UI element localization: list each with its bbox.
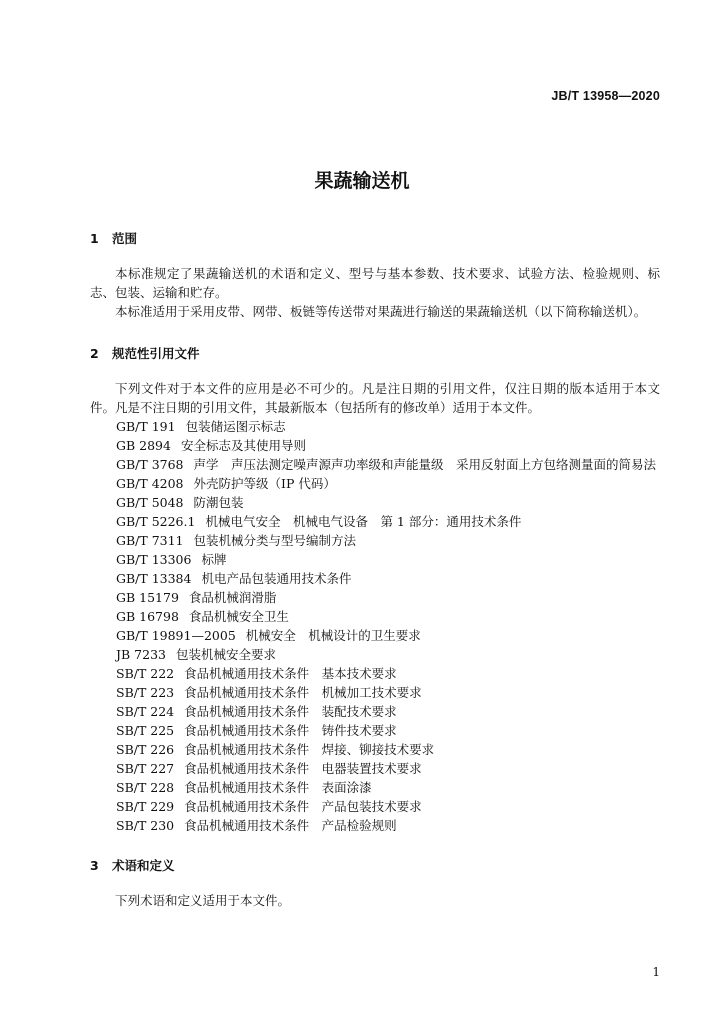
standard-code: JB/T 13958—2020 bbox=[551, 89, 660, 103]
section-number: 1 bbox=[90, 231, 99, 246]
reference-item bbox=[116, 569, 656, 588]
section-number: 2 bbox=[90, 346, 99, 361]
reference-title: 声学 声压法测定噪声源声功率级和声能量级 采用反射面上方包络测量面的简易法 bbox=[193, 457, 657, 472]
reference-item bbox=[116, 550, 656, 569]
reference-code: JB 7233 bbox=[116, 647, 166, 662]
reference-item bbox=[116, 683, 656, 702]
reference-item bbox=[116, 493, 656, 512]
reference-title: 食品机械通用技术条件 产品包装技术要求 bbox=[184, 799, 422, 814]
reference-code: GB/T 3768 bbox=[116, 457, 184, 472]
reference-item bbox=[116, 417, 656, 436]
page-number: 1 bbox=[652, 965, 660, 979]
reference-list bbox=[116, 417, 656, 835]
reference-item bbox=[116, 778, 656, 797]
reference-title: 食品机械通用技术条件 表面涂漆 bbox=[184, 780, 372, 795]
section-heading-terms bbox=[90, 856, 175, 874]
reference-title: 食品机械安全卫生 bbox=[188, 609, 289, 624]
reference-title: 食品机械通用技术条件 装配技术要求 bbox=[184, 704, 397, 719]
section-number: 3 bbox=[90, 858, 99, 873]
terms-intro: 下列术语和定义适用于本文件。 bbox=[115, 893, 291, 908]
scope-paragraph-2: 本标准适用于采用皮带、网带、板链等传送带对果蔬进行输送的果蔬输送机（以下简称输送机）。 bbox=[115, 304, 647, 319]
reference-code: GB/T 5048 bbox=[116, 495, 184, 510]
reference-title: 安全标志及其使用导则 bbox=[180, 438, 306, 453]
reference-code: GB 15179 bbox=[116, 590, 179, 605]
reference-code: SB/T 222 bbox=[116, 666, 175, 681]
reference-item bbox=[116, 759, 656, 778]
reference-code: GB 2894 bbox=[116, 438, 171, 453]
reference-item bbox=[116, 436, 656, 455]
reference-code: GB/T 13306 bbox=[116, 552, 192, 567]
reference-code: GB/T 13384 bbox=[116, 571, 192, 586]
reference-title: 包装机械分类与型号编制方法 bbox=[193, 533, 357, 548]
reference-item bbox=[116, 474, 656, 493]
reference-item bbox=[116, 455, 656, 474]
reference-item bbox=[116, 626, 656, 645]
reference-title: 食品机械通用技术条件 产品检验规则 bbox=[184, 818, 397, 833]
reference-code: GB 16798 bbox=[116, 609, 179, 624]
reference-title: 机械安全 机械设计的卫生要求 bbox=[245, 628, 421, 643]
reference-code: SB/T 228 bbox=[116, 780, 175, 795]
reference-item bbox=[116, 740, 656, 759]
reference-title: 食品机械通用技术条件 焊接、铆接技术要求 bbox=[184, 742, 435, 757]
section-heading-scope bbox=[90, 229, 137, 247]
reference-title: 包装机械安全要求 bbox=[175, 647, 276, 662]
scope-paragraph-1: 本标准规定了果蔬输送机的术语和定义、型号与基本参数、技术要求、试验方法、检验规则、标志、包装、运输和贮存。 bbox=[90, 266, 660, 300]
references-intro: 下列文件对于本文件的应用是必不可少的。凡是注日期的引用文件，仅注日期的版本适用于本文件。凡是不注日期的引用文件，其最新版本（包括所有的修改单）适用于本文件。 bbox=[90, 381, 660, 415]
reference-code: GB/T 5226.1 bbox=[116, 514, 196, 529]
reference-item bbox=[116, 664, 656, 683]
section-title: 规范性引用文件 bbox=[112, 346, 200, 361]
reference-item bbox=[116, 607, 656, 626]
reference-code: GB/T 7311 bbox=[116, 533, 184, 548]
reference-item bbox=[116, 721, 656, 740]
section-heading-normative-references bbox=[90, 344, 200, 362]
reference-code: GB/T 191 bbox=[116, 419, 176, 434]
reference-code: SB/T 225 bbox=[116, 723, 175, 738]
reference-item bbox=[116, 531, 656, 550]
reference-title: 机械电气安全 机械电气设备 第 1 部分：通用技术条件 bbox=[205, 514, 522, 529]
section-title: 范围 bbox=[112, 231, 138, 246]
reference-item bbox=[116, 797, 656, 816]
reference-code: GB/T 19891—2005 bbox=[116, 628, 236, 643]
reference-code: SB/T 230 bbox=[116, 818, 175, 833]
reference-title: 食品机械通用技术条件 机械加工技术要求 bbox=[184, 685, 422, 700]
reference-title: 防潮包装 bbox=[193, 495, 244, 510]
reference-item bbox=[116, 645, 656, 664]
reference-title: 食品机械通用技术条件 基本技术要求 bbox=[184, 666, 397, 681]
reference-title: 食品机械通用技术条件 铸件技术要求 bbox=[184, 723, 397, 738]
reference-item bbox=[116, 512, 656, 531]
reference-title: 包装储运图示标志 bbox=[185, 419, 286, 434]
reference-title: 食品机械通用技术条件 电器装置技术要求 bbox=[184, 761, 422, 776]
document-title: 果蔬输送机 bbox=[314, 170, 410, 192]
reference-code: SB/T 223 bbox=[116, 685, 175, 700]
reference-item bbox=[116, 702, 656, 721]
reference-code: SB/T 227 bbox=[116, 761, 175, 776]
reference-code: SB/T 224 bbox=[116, 704, 175, 719]
reference-code: SB/T 226 bbox=[116, 742, 175, 757]
reference-title: 外壳防护等级（IP 代码） bbox=[193, 476, 336, 491]
reference-item bbox=[116, 588, 656, 607]
reference-code: SB/T 229 bbox=[116, 799, 175, 814]
section-title: 术语和定义 bbox=[112, 858, 175, 873]
reference-item bbox=[116, 816, 656, 835]
reference-code: GB/T 4208 bbox=[116, 476, 184, 491]
reference-title: 标牌 bbox=[201, 552, 227, 567]
reference-title: 机电产品包装通用技术条件 bbox=[201, 571, 352, 586]
reference-title: 食品机械润滑脂 bbox=[188, 590, 277, 605]
